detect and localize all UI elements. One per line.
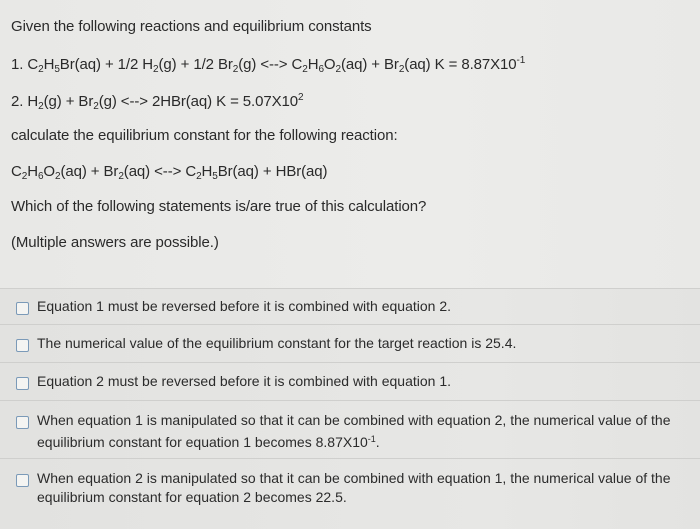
reaction-1-prefix: 1. <box>11 56 28 73</box>
checkbox-icon[interactable] <box>16 416 29 429</box>
r1-sub: 2 <box>232 64 239 75</box>
option-4[interactable] <box>0 400 700 459</box>
r1-part: (aq) K = 8.87X10 <box>404 56 517 73</box>
r1-sub: 5 <box>54 64 60 75</box>
option-4-sup: -1 <box>367 434 376 444</box>
t-part: (aq) + Br <box>60 163 119 180</box>
option-3[interactable] <box>0 362 700 401</box>
t-sub: 2 <box>196 171 202 182</box>
t-part: O <box>43 163 55 180</box>
t-part: (aq) <--> C <box>123 163 197 180</box>
checkbox-icon[interactable] <box>16 377 29 390</box>
option-4-text: When equation 1 is manipulated so that it can be combined with equation 2, the numerical value of the equilibrium constant for equation 1 becomes 8.87X10 <box>37 412 671 450</box>
r2-sub: 2 <box>38 101 44 112</box>
r1-part: Br(aq) + 1/2 H <box>59 56 154 73</box>
r1-sub: 2 <box>398 64 405 75</box>
r2-part: H <box>27 93 39 110</box>
option-4-suffix: . <box>375 434 380 450</box>
t-sub: 5 <box>212 171 218 182</box>
t-part: H <box>27 163 38 180</box>
r1-part: C <box>27 56 39 73</box>
question-instruction: calculate the equilibrium constant for the following reaction: <box>11 127 398 144</box>
r2-sup: 2 <box>297 92 304 103</box>
option-1[interactable] <box>0 288 700 325</box>
r2-sub: 2 <box>93 101 99 112</box>
r1-part: O <box>323 56 336 73</box>
r1-sub: 6 <box>318 64 324 75</box>
r1-sub: 2 <box>153 64 159 75</box>
answer-options <box>0 288 700 528</box>
question-note: (Multiple answers are possible.) <box>11 234 219 251</box>
t-sub: 2 <box>21 171 28 182</box>
option-3-label: Equation 2 must be reversed before it is combined with equation 1. <box>37 373 452 389</box>
r1-sup: -1 <box>516 55 526 66</box>
t-part: Br(aq) + HBr(aq) <box>217 163 328 180</box>
question-prompt: Which of the following statements is/are true of this calculation? <box>11 198 427 215</box>
option-5[interactable] <box>0 458 700 529</box>
reaction-2 <box>11 92 303 112</box>
r1-part: (aq) + Br <box>340 56 399 73</box>
r2-part: (g) + Br <box>43 93 94 110</box>
r1-sub: 2 <box>38 64 44 75</box>
option-2-label: The numerical value of the equilibrium constant for the target reaction is 25.4. <box>37 335 517 351</box>
reaction-2-prefix: 2. <box>11 93 28 110</box>
r1-sub: 2 <box>302 64 308 75</box>
r2-part: (g) <--> 2HBr(aq) K = 5.07X10 <box>98 93 298 110</box>
t-part: H <box>201 163 213 180</box>
t-sub: 2 <box>118 171 124 182</box>
r1-part: H <box>307 56 319 73</box>
r1-sub: 2 <box>335 64 341 75</box>
option-1-label: Equation 1 must be reversed before it is combined with equation 2. <box>37 298 452 314</box>
checkbox-icon[interactable] <box>16 474 29 487</box>
option-2[interactable] <box>0 324 700 363</box>
r1-part: (g) <--> C <box>238 56 303 73</box>
t-part: C <box>11 163 22 180</box>
checkbox-icon[interactable] <box>16 339 29 352</box>
option-5-label: When equation 2 is manipulated so that it can be combined with equation 1, the numerical value of the equilibrium constant for equation 2 becomes 22.5. <box>37 470 671 505</box>
t-sub: 2 <box>54 171 61 182</box>
t-sub: 6 <box>37 171 44 182</box>
question-intro: Given the following reactions and equilibrium constants <box>11 18 372 35</box>
r1-part: (g) + 1/2 Br <box>158 56 233 73</box>
reaction-1 <box>11 55 525 75</box>
checkbox-icon[interactable] <box>16 302 29 315</box>
target-reaction <box>11 163 327 182</box>
r1-part: H <box>43 56 55 73</box>
option-4-label <box>37 411 677 452</box>
